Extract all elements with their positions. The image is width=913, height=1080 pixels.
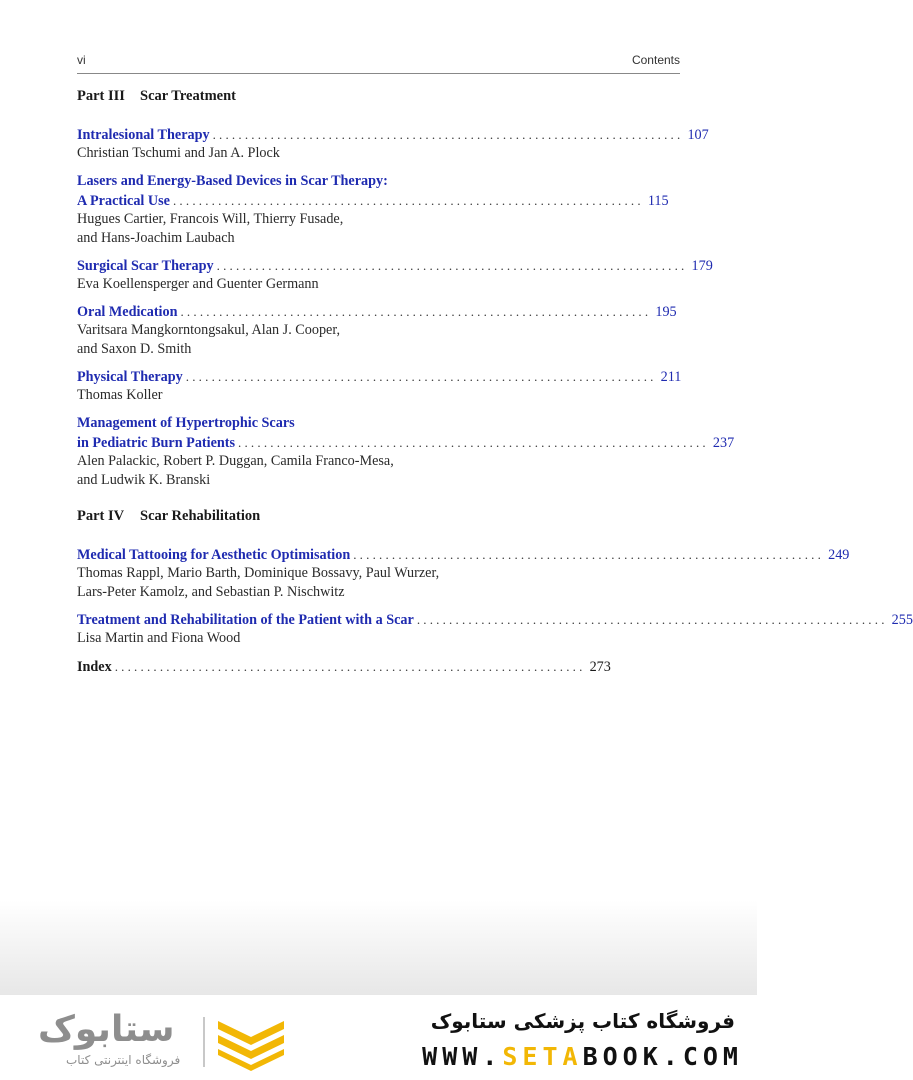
logo-wordmark: ستابوک [38,1009,175,1050]
part-title: Scar Rehabilitation [140,508,261,524]
footer-banner [0,995,757,1080]
toc-entry[interactable] [77,172,669,248]
page-number-link[interactable]: 115 [647,193,669,209]
chapter-title-link[interactable]: Management of Hypertrophic Scars [77,415,295,431]
toc-entry[interactable] [77,610,913,648]
chapter-authors: and Saxon D. Smith [77,341,192,357]
chapter-authors: and Hans-Joachim Laubach [77,230,235,246]
leader-dots: ......................................................................... [185,369,657,384]
page-shadow [0,900,757,1000]
chapter-authors: Lars-Peter Kamolz, and Sebastian P. Nischwitz [77,584,345,600]
part-heading [77,88,236,105]
url-accent: SETA [502,1042,583,1071]
page-number-link[interactable]: 211 [660,369,682,385]
toc-entry[interactable] [77,367,682,405]
logo-divider [203,1017,205,1067]
page-number-link[interactable]: 107 [687,127,709,143]
chapter-authors: Lisa Martin and Fiona Wood [77,630,241,646]
page-number-link[interactable]: 237 [712,435,735,451]
running-head [77,52,680,74]
toc-entry[interactable] [77,125,709,163]
chapter-title-link[interactable]: Surgical Scar Therapy [77,258,214,274]
chapter-title-link[interactable]: Medical Tattooing for Aesthetic Optimisation [77,547,351,563]
page-number-link[interactable]: 255 [891,612,913,628]
leader-dots: ......................................................................... [238,435,709,450]
book-stack-logo-icon [212,1013,290,1071]
url-suffix: BOOK.COM [582,1042,743,1071]
chapter-title-link[interactable]: Lasers and Energy-Based Devices in Scar Therapy: [77,173,388,189]
leader-dots: ......................................................................... [216,258,688,273]
site-url[interactable] [422,1042,743,1071]
section-label: Contents [631,53,680,67]
index-page-number[interactable]: 273 [589,659,611,675]
chapter-authors: Thomas Koller [77,387,163,403]
chapter-title-link[interactable]: in Pediatric Burn Patients [77,435,236,451]
chapter-authors: Eva Koellensperger and Guenter Germann [77,276,319,292]
shop-title: فروشگاه کتاب پزشکی ستابوک [430,1009,735,1033]
chapter-title-link[interactable]: Physical Therapy [77,369,183,385]
chapter-title-link[interactable]: A Practical Use [77,193,170,209]
page-number-link[interactable]: 249 [828,547,850,563]
chapter-authors: and Ludwik K. Branski [77,472,211,488]
chapter-title-link[interactable]: Treatment and Rehabilitation of the Patient with a Scar [77,612,414,628]
chapter-authors: Hugues Cartier, Francois Will, Thierry Fusade, [77,211,344,227]
chapter-title-link[interactable]: Oral Medication [77,304,178,320]
toc-entry[interactable] [77,256,713,294]
leader-dots: ......................................................................... [180,304,652,319]
chapter-authors: Alen Palackic, Robert P. Duggan, Camila Franco-Mesa, [77,453,394,469]
part-number: Part III [77,88,125,104]
toc-entry-index[interactable] [77,657,611,676]
chapter-authors: Varitsara Mangkorntongsakul, Alan J. Cooper, [77,322,341,338]
leader-dots: ......................................................................... [353,547,825,562]
toc-entry[interactable] [77,545,850,602]
chapter-authors: Christian Tschumi and Jan A. Plock [77,145,280,161]
page-number-link[interactable]: 179 [691,258,713,274]
leader-dots: ......................................................................... [114,659,586,674]
leader-dots: ......................................................................... [416,612,888,627]
index-link[interactable]: Index [77,659,112,675]
part-heading [77,508,260,525]
part-number: Part IV [77,508,125,524]
leader-dots: ......................................................................... [212,127,684,142]
leader-dots: ......................................................................... [172,193,644,208]
toc-entry[interactable] [77,414,735,490]
url-prefix: WWW. [422,1042,503,1071]
toc-entry[interactable] [77,302,677,359]
page-number-link[interactable]: 195 [655,304,677,320]
chapter-title-link[interactable]: Intralesional Therapy [77,127,210,143]
logo-subtitle: فروشگاه اینترنتی کتاب [66,1053,181,1067]
chapter-authors: Thomas Rappl, Mario Barth, Dominique Bossavy, Paul Wurzer, [77,565,440,581]
part-title: Scar Treatment [140,88,236,104]
page-label: vi [77,53,86,67]
